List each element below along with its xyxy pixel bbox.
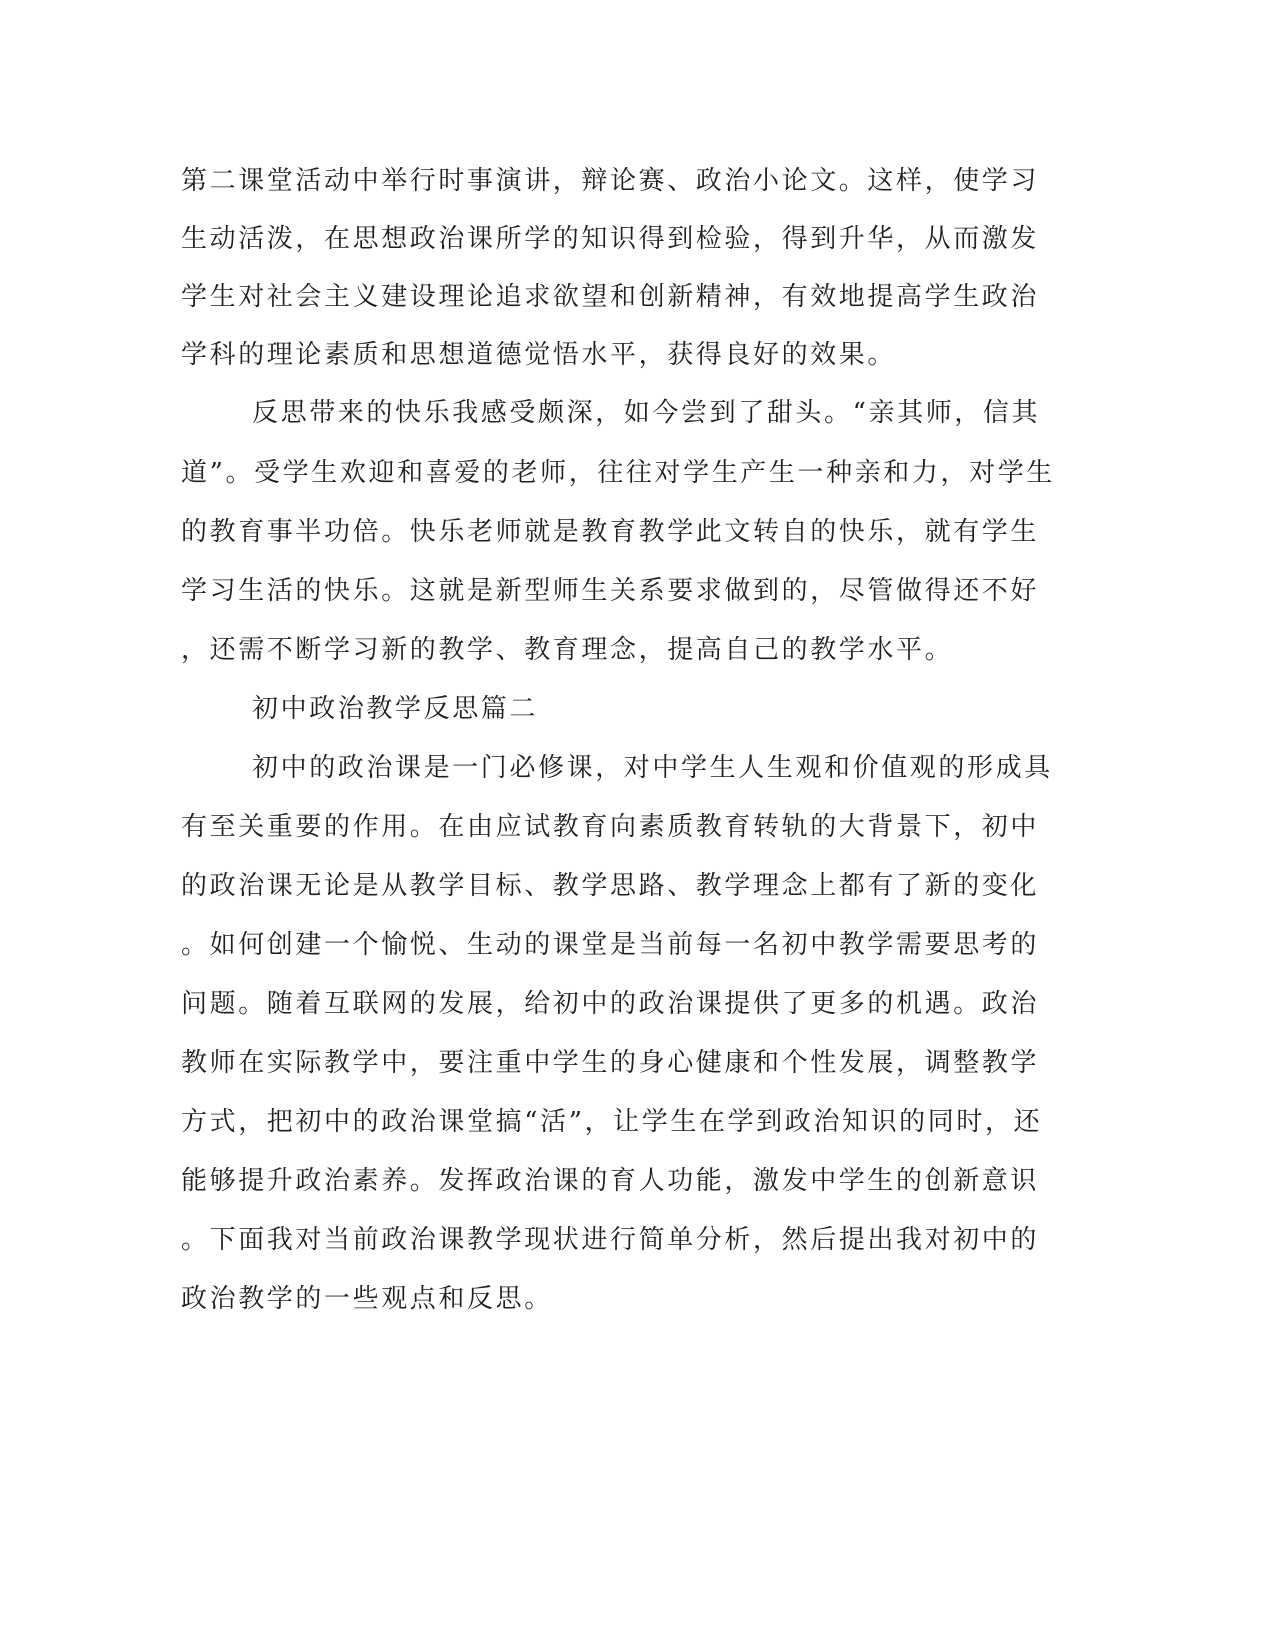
text-line: 的教育事半功倍。快乐老师就是教育教学此文转自的快乐，就有学生 <box>181 517 1040 547</box>
text-line: 有至关重要的作用。在由应试教育向素质教育转轨的大背景下，初中 <box>181 812 1040 842</box>
text-line: 学科的理论素质和思想道德觉悟水平，获得良好的效果。 <box>181 340 897 370</box>
text-line: 生动活泼，在思想政治课所学的知识得到检验，得到升华，从而激发 <box>181 224 1040 254</box>
text-line: 学习生活的快乐。这就是新型师生关系要求做到的，尽管做得还不好 <box>181 576 1040 606</box>
paragraph-start-line: 反思带来的快乐我感受颇深，如今尝到了甜头。“亲其师，信其 <box>252 398 1041 428</box>
text-line: 第二课堂活动中举行时事演讲，辩论赛、政治小论文。这样，使学习 <box>181 166 1040 196</box>
text-line: 。下面我对当前政治课教学现状进行简单分析，然后提出我对初中的 <box>181 1225 1040 1255</box>
text-line: 方式，把初中的政治课堂搞“活”，让学生在学到政治知识的同时，还 <box>181 1107 1043 1137</box>
text-line: 的政治课无论是从教学目标、教学思路、教学理念上都有了新的变化 <box>181 871 1040 901</box>
text-line: 道”。受学生欢迎和喜爱的老师，往往对学生产生一种亲和力，对学生 <box>181 458 1055 488</box>
text-line: 教师在实际教学中，要注重中学生的身心健康和个性发展，调整教学 <box>181 1048 1040 1078</box>
text-line: 政治教学的一些观点和反思。 <box>181 1284 553 1314</box>
text-line: 。如何创建一个愉悦、生动的课堂是当前每一名初中教学需要思考的 <box>181 930 1040 960</box>
text-line: 学生对社会主义建设理论追求欲望和创新精神，有效地提高学生政治 <box>181 282 1040 312</box>
paragraph-start-line: 初中的政治课是一门必修课，对中学生人生观和价值观的形成具 <box>252 753 1053 783</box>
text-line: 能够提升政治素养。发挥政治课的育人功能，激发中学生的创新意识 <box>181 1166 1040 1196</box>
section-heading: 初中政治教学反思篇二 <box>252 694 539 724</box>
text-line: ，还需不断学习新的教学、教育理念，提高自己的教学水平。 <box>181 635 954 665</box>
text-line: 问题。随着互联网的发展，给初中的政治课提供了更多的机遇。政治 <box>181 989 1040 1019</box>
